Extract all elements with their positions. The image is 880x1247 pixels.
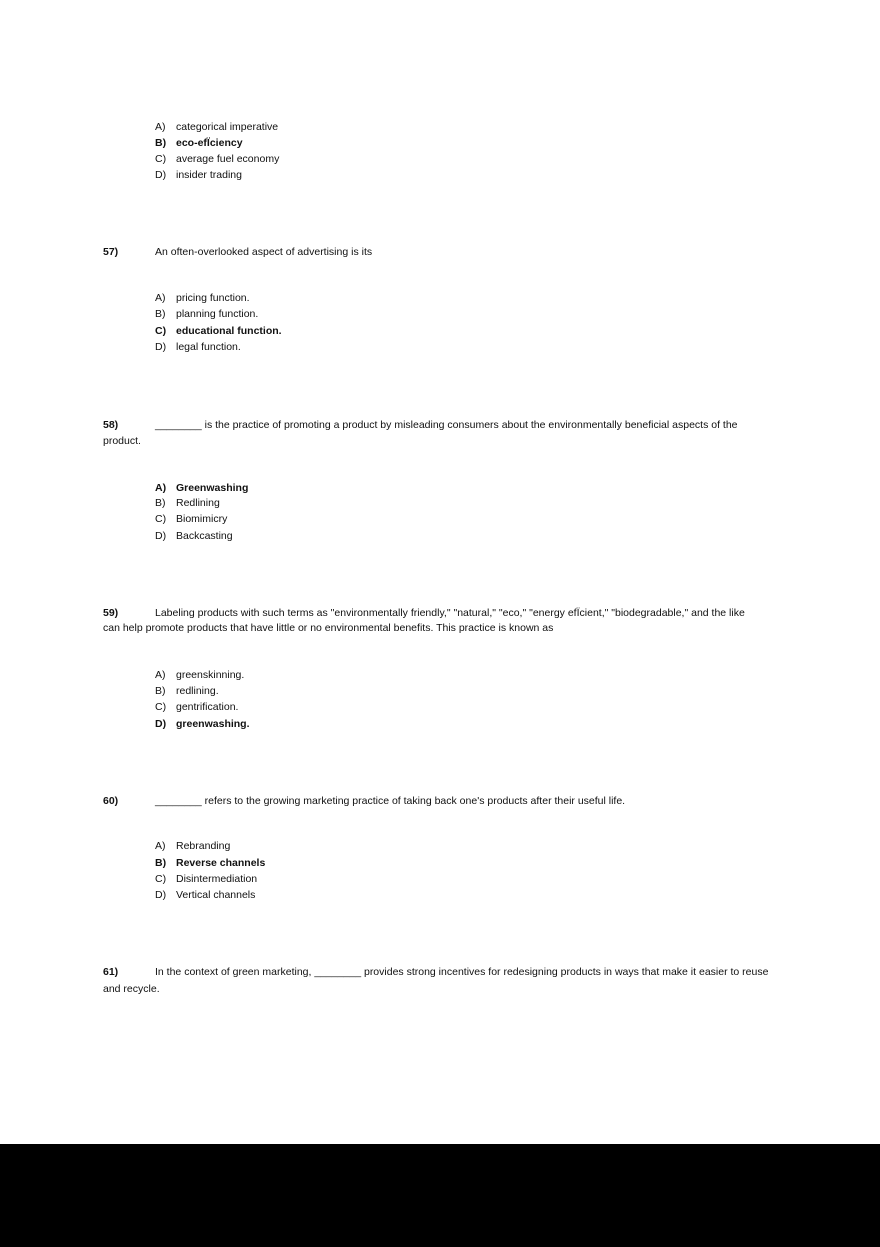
option-59-c (155, 699, 238, 715)
question-61-text: In the context of green marketing, ________ provides strong incentives for redesigning products in ways that make it easier to reuse (155, 966, 769, 978)
option-text: categorical imperative (176, 121, 279, 133)
option-text: redlining. (176, 685, 219, 697)
option-letter: B) (155, 685, 166, 697)
option-letter: A) (155, 482, 167, 494)
option-text: Vertical channels (176, 889, 256, 901)
option-57-d (155, 339, 241, 355)
question-60-number: 60) (103, 795, 119, 807)
question-60-text: ________ refers to the growing marketing practice of taking back one's products after their useful life. (155, 795, 626, 807)
option-56-d (155, 167, 242, 183)
option-59-a (155, 667, 244, 683)
option-letter: C) (155, 153, 167, 165)
option-59-d-correct (155, 716, 250, 732)
option-text: gentrification. (176, 701, 239, 713)
option-57-a (155, 290, 250, 306)
option-letter: D) (155, 889, 167, 901)
option-text: Disintermediation (176, 873, 258, 885)
question-59-text-continued: can help promote products that have little or no environmental benefits. This practice is known as (103, 622, 554, 634)
option-text: Rebranding (176, 840, 231, 852)
option-60-d (155, 887, 255, 903)
option-letter: C) (155, 325, 167, 337)
question-57-text: An often-overlooked aspect of advertising is its (155, 246, 373, 258)
option-60-a (155, 838, 230, 854)
option-letter: A) (155, 840, 166, 852)
option-text: eco-efÏciency (176, 137, 243, 149)
option-letter: B) (155, 308, 166, 320)
option-56-b-correct (155, 135, 243, 151)
option-57-c-correct (155, 323, 282, 339)
option-text: average fuel economy (176, 153, 280, 165)
option-letter: D) (155, 718, 167, 730)
option-60-b-correct (155, 855, 265, 871)
question-59-text: Labeling products with such terms as "environmentally friendly," "natural," "eco," "energy efÏcient," "biodegradable," and the like (155, 607, 745, 619)
question-58-text: ________ is the practice of promoting a product by misleading consumers about the environmentally beneficial aspects of the (155, 419, 738, 431)
option-letter: A) (155, 292, 166, 304)
page-bottom-black-band (0, 1144, 880, 1247)
option-letter: C) (155, 701, 167, 713)
option-text: Biomimicry (176, 513, 228, 525)
option-letter: D) (155, 530, 167, 542)
option-58-d (155, 528, 233, 544)
question-59-number: 59) (103, 607, 119, 619)
option-text: Backcasting (176, 530, 233, 542)
option-text: planning function. (176, 308, 259, 320)
option-letter: A) (155, 121, 166, 133)
option-text: pricing function. (176, 292, 250, 304)
option-58-a-correct (155, 480, 248, 496)
question-57-number: 57) (103, 246, 119, 258)
option-text: educational function. (176, 325, 282, 337)
option-letter: B) (155, 137, 167, 149)
option-56-c (155, 151, 279, 167)
question-61-text-continued: and recycle. (103, 983, 160, 995)
question-61-number: 61) (103, 966, 119, 978)
option-58-b (155, 495, 220, 511)
option-letter: B) (155, 497, 166, 509)
option-57-b (155, 306, 258, 322)
option-letter: D) (155, 341, 167, 353)
option-text: Reverse channels (176, 857, 266, 869)
option-letter: D) (155, 169, 167, 181)
option-text: Greenwashing (176, 482, 249, 494)
option-text: greenskinning. (176, 669, 245, 681)
option-letter: C) (155, 513, 167, 525)
option-letter: A) (155, 669, 166, 681)
option-letter: C) (155, 873, 167, 885)
option-letter: B) (155, 857, 167, 869)
option-58-c (155, 511, 227, 527)
option-56-a (155, 119, 278, 135)
option-text: insider trading (176, 169, 242, 181)
option-text: Redlining (176, 497, 220, 509)
option-60-c (155, 871, 257, 887)
option-59-b (155, 683, 219, 699)
question-58-number: 58) (103, 419, 119, 431)
option-text: legal function. (176, 341, 241, 353)
question-58-text-continued: product. (103, 435, 141, 447)
option-text: greenwashing. (176, 718, 250, 730)
